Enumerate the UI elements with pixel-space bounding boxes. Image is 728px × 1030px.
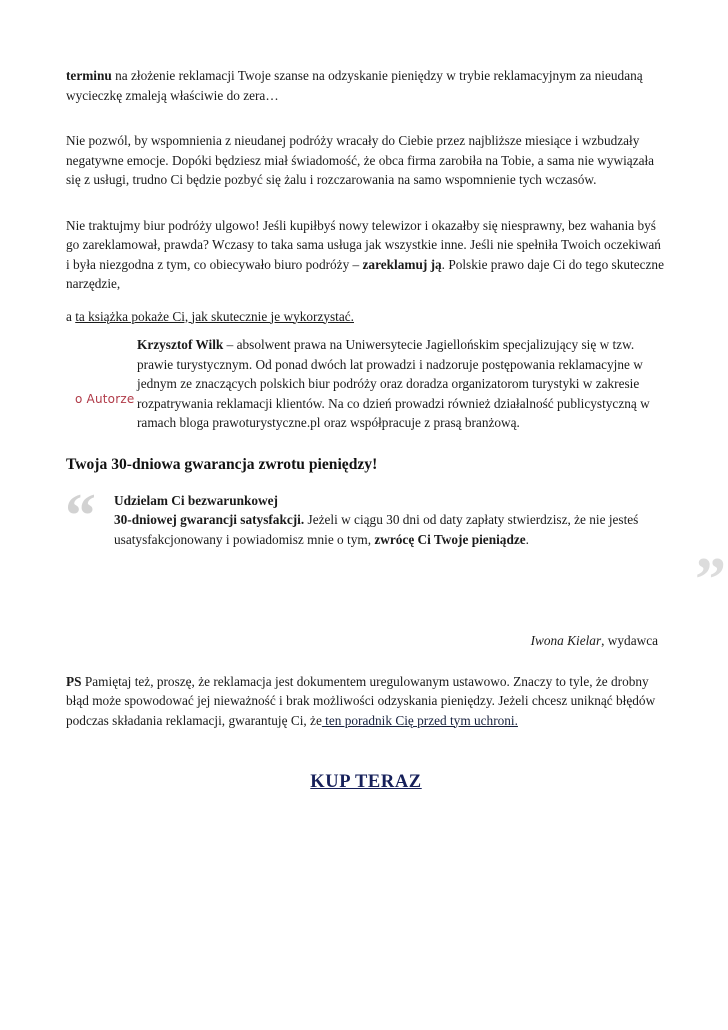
book-link-line — [66, 307, 666, 327]
buy-now-link[interactable]: KUP TERAZ — [310, 772, 422, 792]
quote-close-icon: ” — [695, 545, 726, 614]
spacer — [66, 433, 666, 455]
cta-container — [66, 772, 666, 793]
author-description: – absolwent prawa na Uniwersytecie Jagiellońskim specjalizujący się w tzw. prawie turystycznym. Od ponad dwóch lat prowadzi i nadzoruje postępowania reklamacyjne w jednym ze znaczących polskich biur podróży oraz doradza organizatorom turystyki w zakresie rozpatrywania reklamacji klientów. Na co dzień prowadzi również działalność publicystyczną w ramach bloga prawoturystyczne.pl oraz współpracuje z prasą branżową. — [137, 337, 650, 430]
guarantee-bold-line-2: 30-dniowej gwarancji satysfakcji. — [114, 512, 305, 527]
author-bio-block — [66, 335, 666, 433]
postscript-label: PS — [66, 673, 82, 689]
book-link-prefix: a — [66, 308, 76, 324]
guarantee-body-2: . — [525, 531, 529, 547]
author-bio-label: o Autorze — [75, 392, 135, 406]
guarantee-quote-block — [65, 481, 726, 614]
document-content — [65, 66, 726, 793]
spacer — [66, 190, 666, 216]
spacer — [66, 105, 666, 131]
spacer — [66, 650, 666, 672]
guide-link[interactable]: ten poradnik Cię przed tym uchroni. — [321, 712, 518, 728]
book-link[interactable]: ta książka pokaże Ci, jak skutecznie je wykorzystać. — [75, 308, 354, 324]
author-name: Krzysztof Wilk — [137, 337, 224, 352]
guarantee-bold-2: zwrócę Ci Twoje pieniądze — [374, 531, 526, 547]
author-bio-text — [137, 335, 666, 433]
paragraph-deadline-lead: terminu — [66, 68, 112, 83]
signature-line — [66, 631, 666, 650]
paragraph-deadline — [66, 66, 666, 105]
signature-name: Iwona Kielar — [530, 632, 602, 648]
signature-role: , wydawca — [601, 632, 658, 648]
guarantee-body-1: Jeżeli w ciągu 30 dni od daty zapłaty stwierdzisz, że nie jesteś usatysfakcjonowany i powiadomisz mnie o tym, — [114, 512, 639, 547]
postscript-text: Pamiętaj też, proszę, że reklamacja jest dokumentem uregulowanym ustawowo. Znaczy to tyle, że drobny błąd może spowodować jej nieważność i brak możliwości odzyskania pieniędzy. Jeżeli chcesz uniknąć błędów podczas składania reklamacji, gwarantuję Ci, że — [66, 673, 656, 728]
paragraph-complaint-part2: . Polskie prawo daje Ci do tego skuteczne narzędzie, — [66, 256, 664, 291]
paragraph-complaint — [66, 216, 666, 294]
paragraph-memories: Nie pozwól, by wspomnienia z nieudanej podróży wracały do Ciebie przez najbliższe miesiące i wzbudzały negatywne emocje. Dopóki będziesz miał świadomość, że obca firma zarobiła na Tobie, a sama nie wywiązała się z usługi, trudno Ci będzie pozbyć się żalu i rozczarowania na samo wspomnienie tych wczasów. — [66, 133, 655, 187]
quote-open-icon: “ — [65, 481, 96, 550]
paragraph-deadline-rest: na złożenie reklamacji Twoje szanse na odzyskanie pieniędzy w trybie reklamacyjnym za nieudaną wycieczkę zmaleją właściwie do zera… — [66, 68, 643, 103]
spacer — [66, 294, 666, 307]
guarantee-quote-text — [114, 491, 666, 550]
paragraph-complaint-part1: Nie traktujmy biur podróży ulgowo! Jeśli kupiłbyś nowy telewizor i okazałby się niesprawny, bez wahania byś go zareklamował, prawda? Wczasy to taka sama usługa jak wszystkie inne. Jeśli nie spełniła Twoich oczekiwań i była niezgodna z tym, co obiecywało biuro podróży – — [66, 217, 661, 272]
paragraph-complaint-bold: zareklamuj ją — [362, 256, 442, 272]
guarantee-bold-line-1: Udzielam Ci bezwarunkowej — [114, 492, 278, 508]
postscript-paragraph — [66, 672, 666, 731]
guarantee-heading: Twoja 30-dniowa gwarancja zwrotu pieniędzy! — [66, 455, 378, 473]
